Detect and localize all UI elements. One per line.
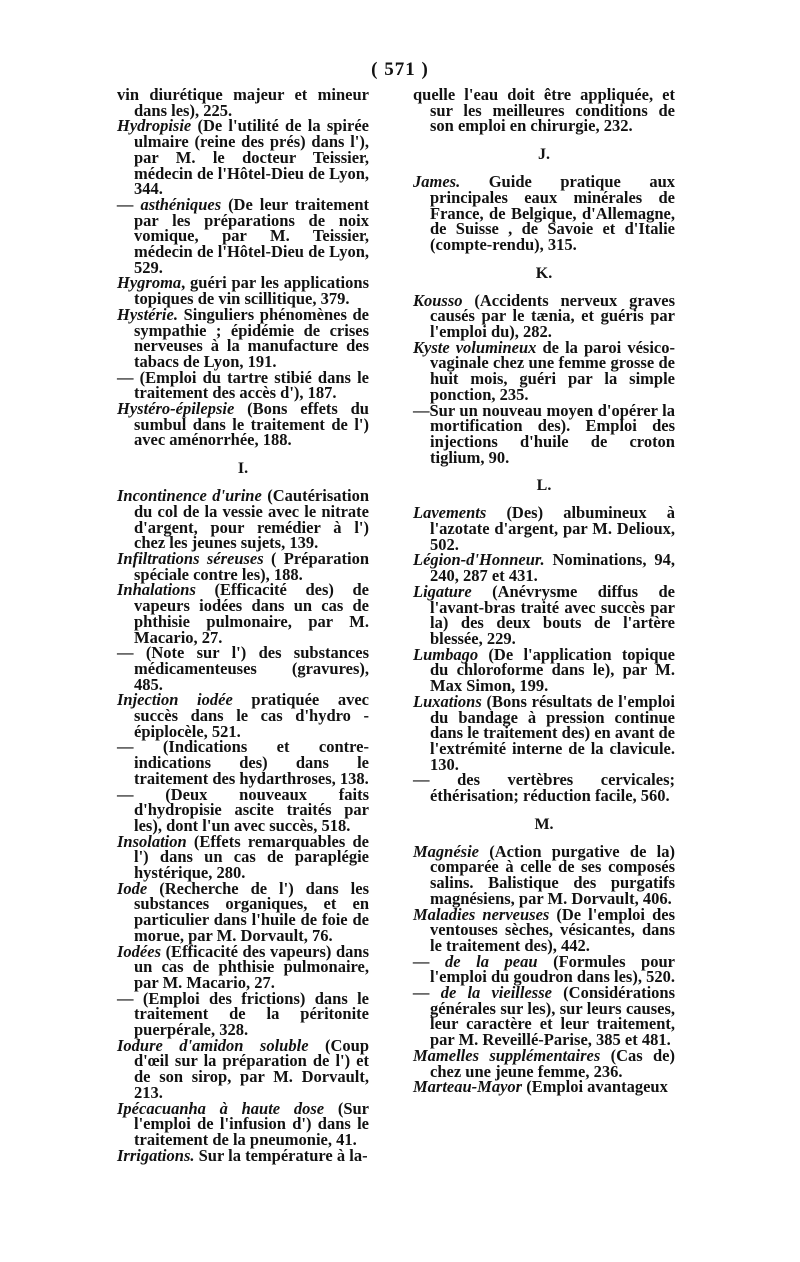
index-entry xyxy=(117,304,369,371)
entry-text: (Anévrysme diffus de l'avant-bras traité avec succès par la) des deux bouts de l'artère blessée, 229. xyxy=(430,581,675,648)
section-letter: L. xyxy=(536,477,552,495)
entry-text: (Accidents nerveux graves causés par le tænia, et guéris par l'emploi du), 282. xyxy=(430,290,675,342)
entry-term: Ligature xyxy=(413,581,472,601)
index-entry xyxy=(413,550,675,586)
entry-term: Marteau-Mayor xyxy=(413,1077,523,1097)
index-column-left xyxy=(117,87,369,1163)
index-entry xyxy=(413,174,675,253)
index-entry xyxy=(117,645,369,692)
entry-text: (Action purgative de la) comparée à celle de ses composés salins. Balistique des purgatifs magnésiens, par M. Dorvault, 406. xyxy=(430,841,675,908)
index-entry xyxy=(117,548,369,584)
entry-text: (De leur traitement par les préparations de noix vomique, par M. Teissier, médecin de l'Hôtel-Dieu de Lyon, 529. xyxy=(134,194,369,277)
index-entry xyxy=(413,1079,675,1095)
entry-term: Incontinence d'urine xyxy=(117,486,262,506)
section-letter: K. xyxy=(535,264,553,282)
entry-term: Infiltrations séreuses xyxy=(117,548,264,568)
index-entry xyxy=(117,1145,369,1165)
entry-text: (De l'application topique du chloroforme dans le), par M. Max Simon, 199. xyxy=(430,644,675,696)
entry-text: Guide pratique aux principales eaux minérales de France, de Belgique, d'Allemagne, de Suisse , de Savoie et d'Italie (compte-rendu), 315. xyxy=(430,172,675,254)
entry-text: (De l'emploi des ventouses sèches, vésicantes, dans le traitement des), 442. xyxy=(430,904,675,955)
entry-text: ( Préparation spéciale contre les), 188. xyxy=(134,548,369,584)
index-entry xyxy=(117,739,369,786)
entry-text: (Bons effets du sumbul dans le traitement de l') avec aménorrhée, 188. xyxy=(134,399,369,450)
index-entry xyxy=(413,400,675,467)
entry-text: (Efficacité des vapeurs) dans un cas de phthisie pulmonaire, par M. Macario, 27. xyxy=(134,941,369,992)
entry-term: Iodure d'amidon soluble xyxy=(117,1035,309,1055)
entry-text: — des vertèbres cervicales; éthérisation; réduction facile, 560. xyxy=(413,770,675,806)
entry-term: Iode xyxy=(117,878,148,898)
entry-term: Luxations xyxy=(413,691,482,711)
entry-term: Kyste volumineux xyxy=(413,337,537,357)
section-letter: J. xyxy=(538,146,550,164)
entry-term: — de la peau xyxy=(413,951,538,971)
entry-text: Sur la température à la- xyxy=(194,1145,368,1165)
index-entry xyxy=(413,985,675,1048)
entry-text: , guéri par les applications topiques de vin scillitique, 379. xyxy=(134,273,369,309)
entry-term: Inhalations xyxy=(117,580,196,600)
index-entry xyxy=(117,118,369,197)
index-entry xyxy=(413,691,675,774)
entry-term: Hystéro-épilepsie xyxy=(117,399,235,419)
entry-text: de la paroi vésico-vaginale chez une femme grosse de huit mois, guéri par la simple ponction, 235. xyxy=(430,337,675,404)
entry-text: (Emploi avantageux xyxy=(522,1077,668,1097)
index-entry xyxy=(413,581,675,648)
index-entry xyxy=(413,841,675,908)
entry-text: (Cautérisation du col de la vessie avec le nitrate d'argent, pour remédier à l') chez les jeunes sujets, 139. xyxy=(134,486,369,553)
entry-term: — asthéniques xyxy=(117,194,222,214)
entry-text: (Des) albumineux à l'azotate d'argent, par M. Delioux, 502. xyxy=(430,503,675,554)
entry-text: (Sur l'emploi de l'infusion d') dans le traitement de la pneumonie, 41. xyxy=(134,1098,370,1149)
entry-text: (De l'utilité de la spirée ulmaire (reine des prés) dans l'), par M. le docteur Teissier, médecin de l'Hôtel-Dieu de Lyon, 344. xyxy=(134,116,369,199)
entry-text: (Considérations générales sur les), sur leurs causes, leur caractère et leur traitement, par M. Reveillé-Parise, 385 et 481. xyxy=(430,983,676,1050)
index-entry xyxy=(117,1098,370,1149)
entry-term: Injection iodée xyxy=(117,690,233,710)
entry-text: (Bons résultats de l'emploi du bandage à pression continue dans le traitement des) en avant de l'extrémité interne de la clavicule. 130. xyxy=(430,691,675,774)
entry-term: Hystérie. xyxy=(117,304,178,324)
index-entry xyxy=(413,904,675,955)
entry-text: —Sur un nouveau moyen d'opérer la mortification des). Emploi des injections d'huile de croton tiglium, 90. xyxy=(413,400,675,467)
index-entry xyxy=(413,290,675,342)
entry-text: quelle l'eau doit être appliquée, et sur les meilleures conditions de son emploi en chirurgie, 232. xyxy=(413,85,675,136)
entry-term: Magnésie xyxy=(413,841,479,861)
entry-text: (Cas de) chez une jeune femme, 236. xyxy=(430,1045,675,1081)
entry-term: Iodées xyxy=(117,941,161,961)
entry-text: (Formules pour l'emploi du goudron dans les), 520. xyxy=(430,951,675,987)
index-entry xyxy=(117,87,369,118)
entry-term: — de la vieillesse xyxy=(413,983,552,1003)
entry-text: Nominations, 94, 240, 287 et 431. xyxy=(430,550,675,586)
index-entry xyxy=(117,488,369,551)
entry-text: (Efficacité des) de vapeurs iodées dans un cas de phthisie pulmonaire, par M. Macario, 27. xyxy=(134,580,369,647)
index-entry xyxy=(117,273,369,309)
entry-term: Irrigations. xyxy=(117,1145,195,1165)
entry-term: Hydropisie xyxy=(117,116,192,136)
index-entry xyxy=(413,644,675,696)
entry-text: (Coup d'œil sur la préparation de l') et de son sirop, par M. Dorvault, 213. xyxy=(134,1035,369,1102)
entry-text: — (Emploi du tartre stibié dans le traitement des accès d'), 187. xyxy=(117,367,369,403)
entry-text: Singuliers phénomènes de sympathie ; épidémie de crises nerveuses à la manufacture des tabacs de Lyon, 191. xyxy=(134,304,369,371)
index-entry xyxy=(117,692,369,739)
index-entry xyxy=(117,401,369,448)
page-number: ( 571 ) xyxy=(371,59,429,80)
entry-text: (Recherche de l') dans les substances organiques, et en particulier dans l'huile de foie de morue, par M. Dorvault, 76. xyxy=(134,878,369,945)
index-entry xyxy=(117,988,369,1040)
entry-term: Insolation xyxy=(117,831,187,851)
entry-text: — (Indications et contre-indications des) dans le traitement des hydarthroses, 138. xyxy=(117,737,369,788)
index-entry xyxy=(117,582,369,645)
entry-term: Ipécacuanha à haute dose xyxy=(117,1098,325,1118)
index-entry xyxy=(117,367,369,403)
index-entry xyxy=(413,951,675,987)
section-letter: I. xyxy=(237,460,249,478)
index-entry xyxy=(413,505,675,552)
entry-text: pratiquée avec succès dans le cas d'hydro - épiplocèle, 521. xyxy=(134,690,369,741)
index-entry xyxy=(117,194,369,277)
index-entry xyxy=(117,831,369,883)
entry-text: vin diurétique majeur et mineur dans les), 225. xyxy=(117,85,369,120)
index-entry xyxy=(413,1045,675,1081)
index-entry xyxy=(413,770,675,806)
section-letter: M. xyxy=(534,815,554,833)
entry-term: Mamelles supplémentaires xyxy=(413,1045,601,1065)
entry-text: — (Note sur l') des substances médicamenteuses (gravures), 485. xyxy=(117,643,369,694)
entry-term: Kousso xyxy=(413,290,463,310)
index-entry xyxy=(117,784,369,835)
index-entry xyxy=(413,87,675,134)
entry-term: Lavements xyxy=(413,503,487,523)
entry-text: — (Deux nouveaux faits d'hydropisie ascite traités par les), dont l'un avec succès, 518. xyxy=(117,784,369,835)
index-column-right xyxy=(413,87,675,1095)
entry-text: (Effets remarquables de l') dans un cas de paraplégie hystérique, 280. xyxy=(134,831,369,883)
index-entry xyxy=(117,878,369,945)
entry-term: Lumbago xyxy=(413,644,479,664)
index-entry xyxy=(117,1035,369,1102)
entry-text: — (Emploi des frictions) dans le traitement de la péritonite puerpérale, 328. xyxy=(117,988,369,1040)
index-entry xyxy=(413,337,675,404)
entry-term: James. xyxy=(413,172,461,192)
entry-term: Hygroma xyxy=(117,273,182,293)
entry-term: Maladies nerveuses xyxy=(413,904,550,924)
index-entry xyxy=(117,941,369,992)
entry-term: Légion-d'Honneur. xyxy=(413,550,545,570)
